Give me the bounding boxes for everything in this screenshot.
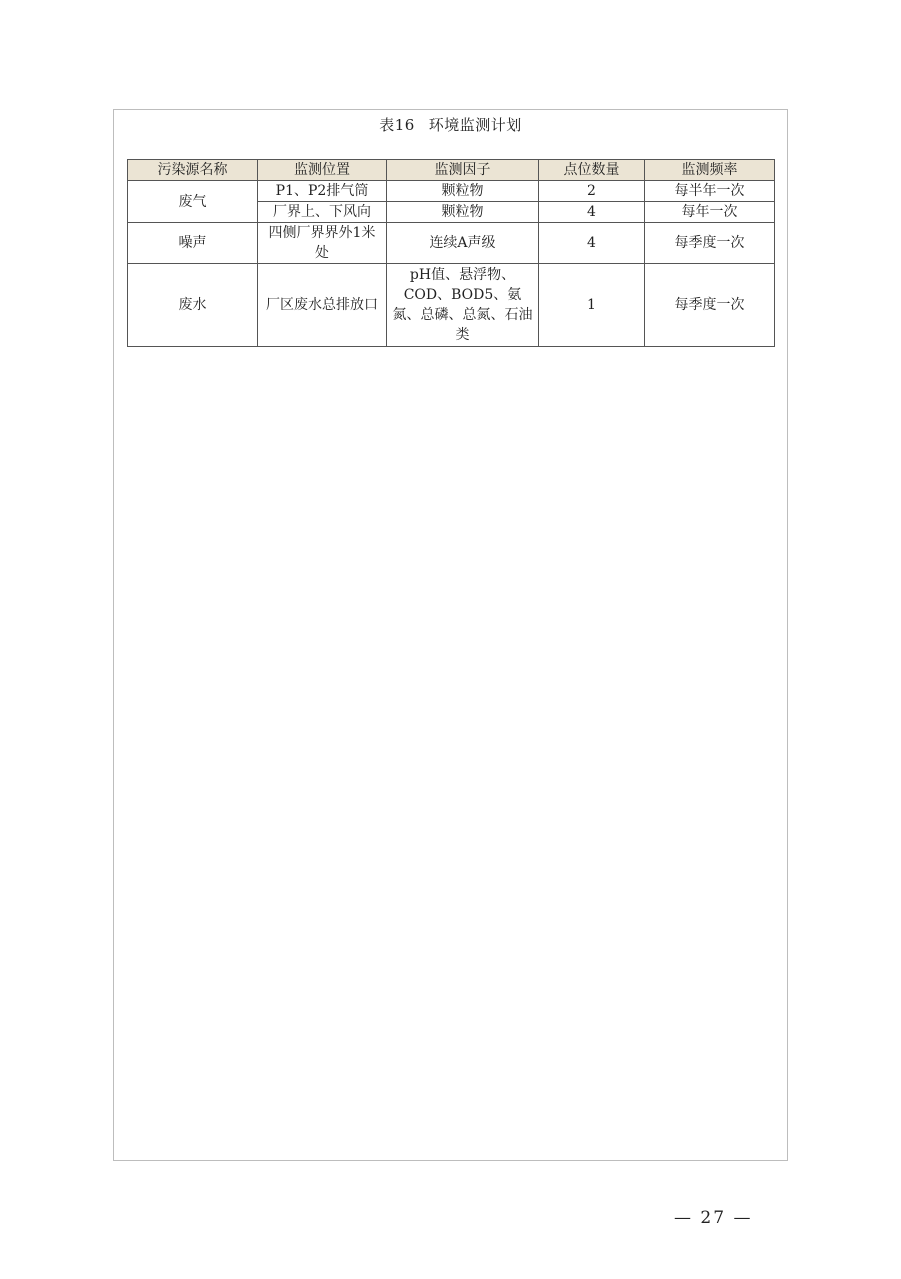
cell-points: 1 — [539, 264, 645, 347]
table-header-row — [128, 160, 775, 181]
cell-location: P1、P2排气筒 — [258, 181, 387, 202]
cell-location: 厂区废水总排放口 — [258, 264, 387, 347]
cell-frequency: 每季度一次 — [645, 223, 775, 264]
table-row — [128, 181, 775, 202]
cell-location: 四侧厂界界外1米处 — [258, 223, 387, 264]
cell-points: 2 — [539, 181, 645, 202]
page-number: — 27 — — [674, 1208, 753, 1228]
table-row — [128, 223, 775, 264]
cell-frequency: 每季度一次 — [645, 264, 775, 347]
table-caption — [113, 114, 788, 135]
cell-points: 4 — [539, 202, 645, 223]
header-factor: 监测因子 — [387, 160, 539, 181]
cell-source: 噪声 — [128, 223, 258, 264]
cell-factor: 颗粒物 — [387, 181, 539, 202]
header-points: 点位数量 — [539, 160, 645, 181]
cell-frequency: 每半年一次 — [645, 181, 775, 202]
cell-frequency: 每年一次 — [645, 202, 775, 223]
monitoring-plan-table — [127, 159, 775, 347]
cell-points: 4 — [539, 223, 645, 264]
cell-factor: 颗粒物 — [387, 202, 539, 223]
cell-source: 废气 — [128, 181, 258, 223]
table-row — [128, 264, 775, 347]
table-caption-title: 环境监测计划 — [428, 116, 522, 134]
cell-location: 厂界上、下风向 — [258, 202, 387, 223]
cell-factor: 连续A声级 — [387, 223, 539, 264]
header-location: 监测位置 — [258, 160, 387, 181]
header-source: 污染源名称 — [128, 160, 258, 181]
cell-factor: pH值、悬浮物、COD、BOD5、氨氮、总磷、总氮、石油类 — [387, 264, 539, 347]
header-frequency: 监测频率 — [645, 160, 775, 181]
table-caption-number: 表16 — [379, 116, 415, 134]
cell-source: 废水 — [128, 264, 258, 347]
